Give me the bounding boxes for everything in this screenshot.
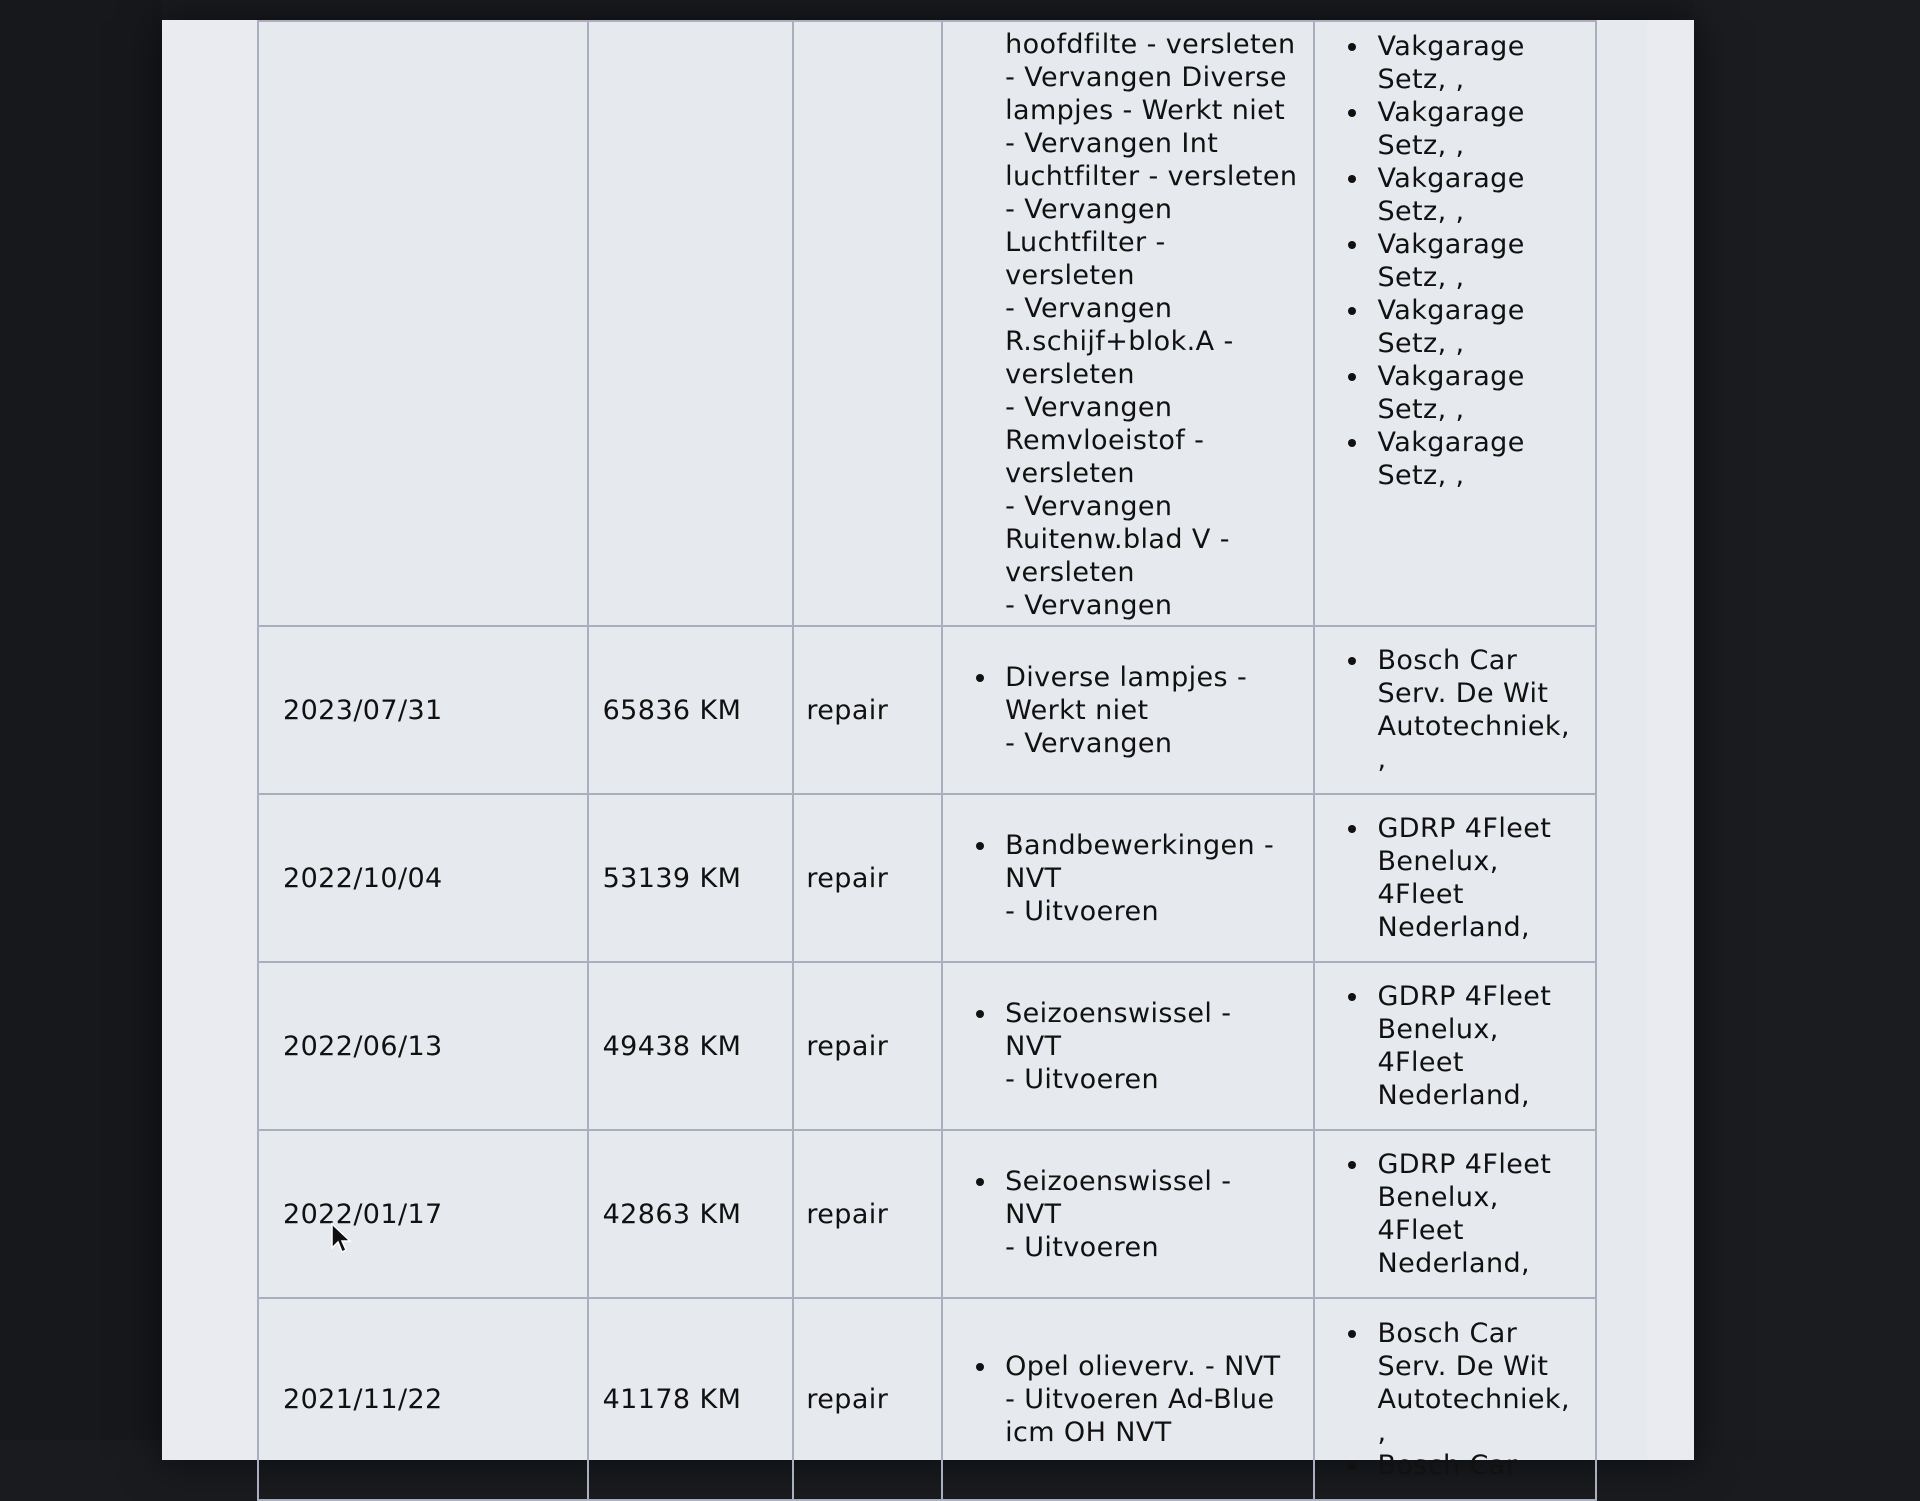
garage-list [1327, 30, 1595, 492]
garage-line: Autotechniek, [1377, 1383, 1570, 1415]
date-cell [258, 21, 588, 626]
mouse-pointer-icon [330, 1222, 352, 1254]
garage-line: Serv. De Wit [1377, 678, 1549, 709]
description-list [955, 661, 1313, 760]
garage-line: • Vakgarage [1377, 163, 1525, 194]
description-line: NVT [1005, 862, 1062, 894]
garage-cell [1314, 962, 1596, 1130]
garage-cell [1314, 1130, 1596, 1298]
date-cell: 2022/01/17 [258, 1130, 588, 1298]
garage-line: • Bosch Car [1377, 1449, 1518, 1481]
description-line: - Vervangen [1005, 590, 1173, 621]
garage-line: Setz, , [1377, 394, 1465, 425]
monitor-bezel-right [1694, 0, 1920, 1440]
mileage-cell: 42863 KM [588, 1130, 794, 1298]
description-line: versleten [1005, 359, 1135, 390]
garage-line: • Vakgarage [1377, 31, 1525, 62]
description-cell [942, 794, 1314, 962]
garage-line: 4Fleet [1377, 1047, 1464, 1078]
table-row [258, 794, 1596, 962]
garage-line: , [1377, 1416, 1387, 1448]
table-row [258, 21, 1596, 626]
garage-line: Setz, , [1377, 130, 1465, 161]
garage-item [1371, 644, 1595, 776]
description-line: - Uitvoeren [1005, 1063, 1160, 1095]
garage-line: • Vakgarage [1377, 97, 1525, 128]
description-line: - Uitvoeren [1005, 895, 1160, 927]
type-cell: repair [793, 1130, 942, 1298]
description-cell [942, 1130, 1314, 1298]
description-line: • Seizoenswissel - [1005, 1165, 1232, 1197]
garage-line: 4Fleet [1377, 879, 1464, 910]
garage-item [1371, 228, 1595, 294]
description-cell [942, 1298, 1314, 1500]
mileage-cell: 49438 KM [588, 962, 794, 1130]
garage-line: Benelux, [1377, 1014, 1499, 1045]
description-line: Remvloeistof - [1005, 425, 1205, 456]
garage-line: Setz, , [1377, 328, 1465, 359]
description-item [999, 829, 1313, 928]
table-row [258, 1130, 1596, 1298]
description-line: - Vervangen [1005, 293, 1173, 324]
description-item [999, 1165, 1313, 1264]
type-cell: repair [793, 794, 942, 962]
garage-line: • Vakgarage [1377, 361, 1525, 392]
garage-line: Benelux, [1377, 1182, 1499, 1213]
garage-item [1371, 30, 1595, 96]
description-line: Ruitenw.blad V - [1005, 524, 1230, 555]
maintenance-history-table [257, 20, 1597, 1501]
description-line: - Vervangen [1005, 491, 1173, 522]
mileage-cell: 41178 KM [588, 1298, 794, 1500]
garage-line: Setz, , [1377, 460, 1465, 491]
description-item [999, 661, 1313, 760]
garage-item [1371, 1449, 1595, 1482]
mileage-cell: 53139 KM [588, 794, 794, 962]
description-line: icm OH NVT [1005, 1416, 1172, 1448]
description-line: versleten [1005, 260, 1135, 291]
description-line: - Uitvoeren [1005, 1231, 1160, 1263]
description-cell [942, 21, 1314, 626]
date-cell: 2022/06/13 [258, 962, 588, 1130]
garage-item [1371, 980, 1595, 1112]
garage-item [1371, 96, 1595, 162]
description-cell [942, 962, 1314, 1130]
table-row [258, 626, 1596, 794]
type-cell: repair [793, 962, 942, 1130]
description-list [955, 1350, 1313, 1449]
garage-item [1371, 812, 1595, 944]
type-cell: repair [793, 1298, 942, 1500]
description-line: • Opel olieverv. - NVT [1005, 1350, 1281, 1382]
table-row [258, 1298, 1596, 1500]
date-cell: 2021/11/22 [258, 1298, 588, 1500]
description-line: versleten [1005, 458, 1135, 489]
description-line: R.schijf+blok.A - [1005, 326, 1234, 357]
description-line: - Vervangen [1005, 392, 1173, 423]
mileage-cell: 65836 KM [588, 626, 794, 794]
garage-item [1371, 1317, 1595, 1449]
description-list [955, 829, 1313, 928]
garage-line: • Vakgarage [1377, 295, 1525, 326]
garage-list [1327, 812, 1595, 944]
description-cell [942, 626, 1314, 794]
garage-line: • GDRP 4Fleet [1377, 1149, 1552, 1180]
garage-line: • GDRP 4Fleet [1377, 981, 1552, 1012]
description-list [955, 1165, 1313, 1264]
monitor-screen [162, 20, 1694, 1481]
garage-line: Nederland, [1377, 1248, 1531, 1279]
description-item [999, 1350, 1313, 1449]
description-item [999, 997, 1313, 1096]
description-line: • Seizoenswissel - [1005, 997, 1232, 1029]
type-cell: repair [793, 626, 942, 794]
garage-line: Setz, , [1377, 262, 1465, 293]
mileage-cell [588, 21, 794, 626]
description-line: - Vervangen [1005, 194, 1173, 225]
description-lines [955, 28, 1313, 622]
document-page [257, 20, 1647, 1481]
garage-line: 4Fleet [1377, 1215, 1464, 1246]
garage-line: Autotechniek, [1377, 711, 1570, 742]
garage-item [1371, 294, 1595, 360]
garage-line: Serv. De Wit [1377, 1350, 1549, 1382]
table-row [258, 962, 1596, 1130]
description-line: lampjes - Werkt niet [1005, 95, 1286, 126]
date-cell: 2022/10/04 [258, 794, 588, 962]
description-list [955, 997, 1313, 1096]
garage-cell [1314, 794, 1596, 962]
garage-list [1327, 980, 1595, 1112]
description-line: - Vervangen Int [1005, 128, 1219, 159]
garage-line: , [1377, 744, 1387, 775]
garage-item [1371, 360, 1595, 426]
garage-line: • Vakgarage [1377, 427, 1525, 458]
description-line: hoofdfilte - versleten [1005, 29, 1296, 60]
description-line: NVT [1005, 1198, 1062, 1230]
monitor-bezel-left [0, 0, 162, 1440]
description-line: Luchtfilter - [1005, 227, 1166, 258]
garage-line: • Bosch Car [1377, 1317, 1518, 1349]
garage-line: • Vakgarage [1377, 229, 1525, 260]
garage-cell [1314, 1298, 1596, 1500]
description-line: - Vervangen Diverse [1005, 62, 1287, 93]
garage-item [1371, 162, 1595, 228]
garage-line: • Bosch Car [1377, 645, 1518, 676]
description-line: - Uitvoeren Ad-Blue [1005, 1383, 1275, 1415]
garage-line: • GDRP 4Fleet [1377, 813, 1552, 844]
description-line: NVT [1005, 1030, 1062, 1062]
description-line: versleten [1005, 557, 1135, 588]
garage-item [1371, 1148, 1595, 1280]
garage-line: Nederland, [1377, 1080, 1531, 1111]
garage-cell [1314, 21, 1596, 626]
type-cell [793, 21, 942, 626]
garage-line: Setz, , [1377, 196, 1465, 227]
garage-cell [1314, 626, 1596, 794]
description-line: - Vervangen [1005, 727, 1173, 759]
description-line: • Bandbewerkingen - [1005, 829, 1275, 861]
maintenance-history-body [258, 21, 1596, 1500]
description-line: Werkt niet [1005, 694, 1149, 726]
garage-list [1327, 644, 1595, 776]
garage-list [1327, 1317, 1595, 1482]
garage-line: Nederland, [1377, 912, 1531, 943]
garage-line: Benelux, [1377, 846, 1499, 877]
description-line: • Diverse lampjes - [1005, 661, 1248, 693]
garage-item [1371, 426, 1595, 492]
description-line: luchtfilter - versleten [1005, 161, 1298, 192]
garage-line: Setz, , [1377, 64, 1465, 95]
date-cell: 2023/07/31 [258, 626, 588, 794]
garage-list [1327, 1148, 1595, 1280]
